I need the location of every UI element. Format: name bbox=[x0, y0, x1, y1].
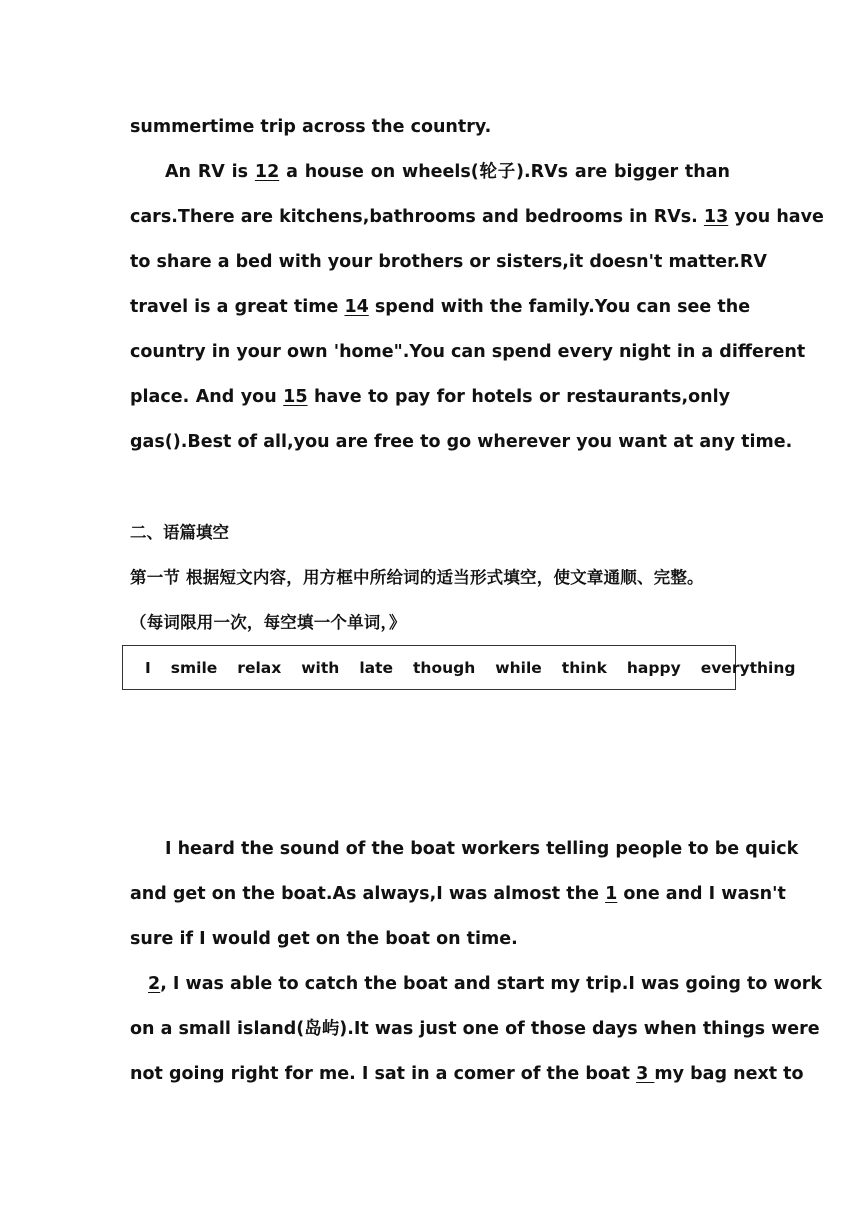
word-bank-item: though bbox=[413, 659, 476, 677]
passage1-line-3 bbox=[130, 205, 824, 229]
line-text: one and I wasn't bbox=[617, 884, 786, 904]
line-text: you have bbox=[728, 207, 824, 227]
passage2-line-2 bbox=[130, 882, 786, 906]
line-text: I heard the sound of the boat workers telling people to be quick bbox=[165, 839, 799, 859]
passage2-line-1 bbox=[130, 837, 799, 861]
instruction-text: （每词限用一次，每空填一个单词，》 bbox=[130, 613, 406, 632]
line-text: gas().Best of all,you are free to go wherever you want at any time. bbox=[130, 432, 793, 452]
word-bank-box bbox=[122, 645, 796, 690]
instruction-text: 第一节 根据短文内容，用方框中所给词的适当形式填空，使文章通顺、完整。 bbox=[130, 568, 704, 587]
passage1-line-2 bbox=[130, 160, 730, 184]
blank-2: 2 bbox=[148, 974, 161, 994]
word-bank-item: think bbox=[561, 659, 607, 677]
passage1-line-4 bbox=[130, 250, 767, 274]
blank-13: 13 bbox=[703, 207, 729, 227]
line-text: country in your own 'home".You can spend every night in a different bbox=[130, 342, 806, 362]
line-text: my bag next to bbox=[654, 1064, 804, 1084]
line-text: , I was able to catch the boat and start my trip.I was going to work bbox=[160, 974, 822, 994]
passage2-line-6 bbox=[130, 1062, 804, 1086]
word-bank-item: smile bbox=[170, 659, 218, 677]
word-bank-item: I bbox=[145, 659, 151, 677]
passage2-line-3 bbox=[130, 927, 730, 951]
line-text: have to pay for hotels or restaurants,only bbox=[307, 387, 730, 407]
line-text: on a small island(岛屿).It was just one of those days when things were bbox=[130, 1019, 820, 1039]
passage1-line-8 bbox=[130, 430, 793, 454]
word-bank-item: late bbox=[359, 659, 394, 677]
word-bank-item: with bbox=[301, 659, 340, 677]
line-text: and get on the boat.As always,I was almost the bbox=[130, 884, 606, 904]
passage2-line-5 bbox=[130, 1017, 820, 1041]
line-text: to share a bed with your brothers or sisters,it doesn't matter.RV bbox=[130, 252, 767, 272]
line-text: summertime trip across the country. bbox=[130, 117, 492, 137]
passage2-line-4 bbox=[130, 972, 822, 996]
line-text: place. And you bbox=[130, 387, 284, 407]
line-text: a house on wheels(轮子).RVs are bigger than bbox=[279, 162, 730, 182]
blank-14: 14 bbox=[344, 297, 369, 317]
passage1-line-6 bbox=[130, 340, 806, 364]
section-title-text: 二、语篇填空 bbox=[130, 523, 229, 542]
line-text: cars.There are kitchens,bathrooms and bedrooms in RVs. bbox=[130, 207, 704, 227]
instruction-line-2 bbox=[130, 611, 730, 635]
word-bank-item: relax bbox=[237, 659, 282, 677]
word-bank-list bbox=[145, 657, 795, 679]
section-title bbox=[130, 521, 730, 545]
line-text: travel is a great time bbox=[130, 297, 345, 317]
passage1-line-1 bbox=[130, 115, 730, 139]
word-bank-item: while bbox=[495, 659, 542, 677]
blank-3: 3 bbox=[636, 1064, 655, 1084]
passage1-line-7 bbox=[130, 385, 730, 409]
word-bank-item: happy bbox=[626, 659, 681, 677]
line-text: spend with the family.You can see the bbox=[368, 297, 751, 317]
line-text: An RV is bbox=[165, 162, 255, 182]
blank-15: 15 bbox=[283, 387, 308, 407]
line-text: sure if I would get on the boat on time. bbox=[130, 929, 518, 949]
blank-1: 1 bbox=[605, 884, 618, 904]
line-text: not going right for me. I sat in a comer of the boat bbox=[130, 1064, 637, 1084]
word-bank-item: everything bbox=[700, 659, 796, 677]
blank-12: 12 bbox=[254, 162, 280, 182]
instruction-line-1 bbox=[130, 566, 730, 590]
passage1-line-5 bbox=[130, 295, 751, 319]
